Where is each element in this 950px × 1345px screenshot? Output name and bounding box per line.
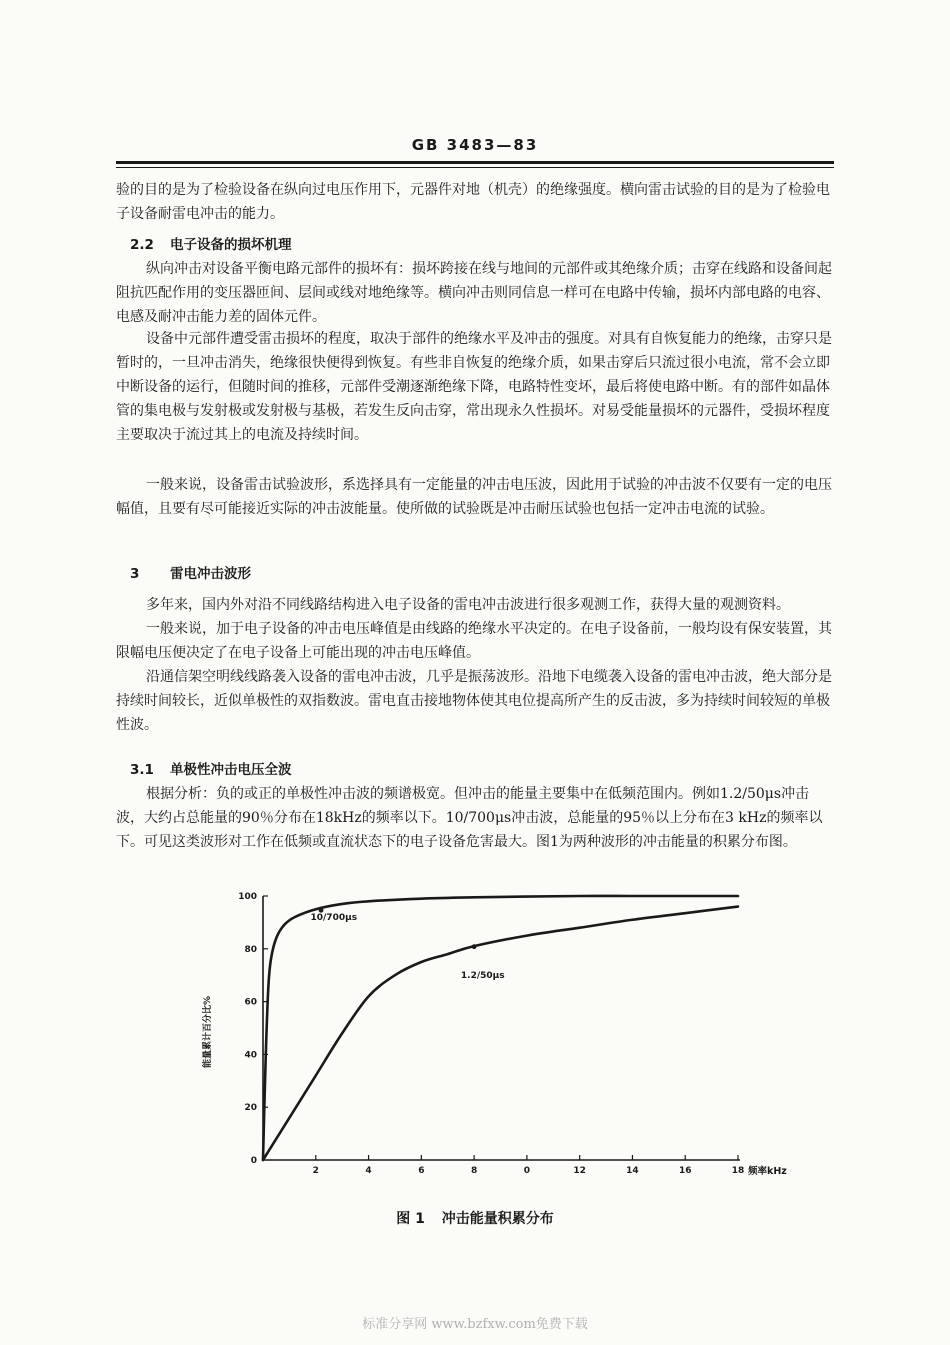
footer-watermark: 标准分享网 www.bzfxw.com免费下载 (362, 1317, 588, 1332)
x-tick-label: 4 (365, 1166, 372, 1176)
x-tick-label: 2 (312, 1166, 319, 1176)
figure-caption (0, 1208, 950, 1228)
chart-labels (201, 892, 787, 1177)
paragraph-6: 一般来说，加于电子设备的冲击电压峰值是由线路的绝缘水平决定的。在电子设备前，一般均设有保安装置，其限幅电压便决定了在电子设备上可能出现的冲击电压峰值。 (116, 621, 832, 661)
chart-series (263, 896, 738, 1160)
x-tick-label: 8 (470, 1166, 478, 1176)
series-line-2 (263, 907, 738, 1160)
series-label-2: 1.2/50μs (460, 970, 505, 981)
x-tick-label: 0 (523, 1166, 531, 1176)
paragraph-1: 验的目的是为了检验设备在纵向过电压作用下，元器件对地（机壳）的绝缘强度。横向雷击试验的目的是为了检验电子设备耐雷电冲击的能力。 (116, 182, 830, 222)
x-tick-label: 18 (731, 1166, 745, 1176)
section-title: 雷电冲击波形 (170, 566, 251, 582)
paragraph-8: 根据分析：负的或正的单极性冲击波的频谱极宽。但冲击的能量主要集中在低频范围内。例如1.2/50μs冲击波，大约占总能量的90％分布在18kHz的频率以下。10/700μs冲击波，总能量的95％以上分布在3 kHz的频率以下。可见这类波形对工作在低频或直流状态下的电子设备危害最大。图1为两种波形的冲击能量的积累分布图。 (116, 786, 823, 850)
section-title: 单极性冲击电压全波 (170, 762, 292, 778)
x-tick-label: 6 (418, 1166, 425, 1176)
section-title: 电子设备的损坏机理 (170, 237, 292, 253)
y-tick-label: 100 (238, 892, 257, 902)
x-tick-label: 16 (678, 1166, 692, 1176)
y-tick-label: 60 (244, 997, 257, 1008)
paragraph-4: 一般来说，设备雷击试验波形，系选择具有一定能量的冲击电压波，因此用于试验的冲击波不仅要有一定的电压幅值，且要有尽可能接近实际的冲击波能量。使所做的试验既是冲击耐压试验也包括一定冲击电流的试验。 (116, 477, 832, 517)
section-number: 3.1 (130, 762, 154, 778)
series-marker-2 (472, 944, 477, 949)
section-number: 2.2 (130, 237, 154, 253)
y-tick-label: 40 (244, 1050, 257, 1061)
series-label-1: 10/700μs (310, 912, 358, 923)
page-header-code: GB 3483—83 (411, 136, 539, 154)
paragraph-5: 多年来，国内外对沿不同线路结构进入电子设备的雷电冲击波进行很多观测工作，获得大量的观测资料。 (146, 597, 790, 613)
x-tick-label: 14 (626, 1166, 639, 1176)
series-line-1 (263, 896, 738, 1160)
paragraph-3: 设备中元部件遭受雷击损坏的程度，取决于部件的绝缘水平及冲击的强度。对具有自恢复能力的绝缘，击穿只是暂时的，一旦冲击消失，绝缘很快便得到恢复。有些非自恢复的绝缘介质，如果击穿后只流过很小电流，常不会立即中断设备的运行，但随时间的推移，元部件受潮逐渐绝缘下降，电路特性变坏，最后将使电路中断。有的部件如晶体管的集电极与发射极或发射极与基极，若发生反向击穿，常出现永久性损坏。对易受能量损坏的元器件，受损坏程度主要取决于流过其上的电流及持续时间。 (116, 331, 832, 443)
paragraph-2: 纵向冲击对设备平衡电路元部件的损坏有：损坏跨接在线与地间的元部件或其绝缘介质；击穿在线路和设备间起阻抗匹配作用的变压器匝间、层间或线对地绝缘等。横向冲击则同信息一样可在电路中传输，损坏内部电路的电容、电感及耐冲击能力差的固体元件。 (116, 261, 832, 325)
x-tick-label: 12 (573, 1166, 586, 1176)
figure-number: 图 1 (396, 1211, 425, 1227)
paragraph-7: 沿通信架空明线线路袭入设备的雷电冲击波，几乎是振荡波形。沿地下电缆袭入设备的雷电冲击波，绝大部分是持续时间较长，近似单极性的双指数波。雷电直击接地物体使其电位提高所产生的反击波，多为持续时间较短的单极性波。 (116, 669, 832, 733)
y-tick-label: 20 (244, 1103, 257, 1114)
y-axis-label: 能量累计百分比% (203, 995, 213, 1069)
figure-title: 冲击能量积累分布 (441, 1211, 554, 1227)
x-axis-label: 频率kHz (748, 1166, 787, 1177)
section-number: 3 (130, 566, 140, 582)
y-tick-label: 0 (250, 1156, 257, 1166)
y-tick-label: 80 (244, 944, 257, 955)
chart-axes (263, 896, 740, 1160)
